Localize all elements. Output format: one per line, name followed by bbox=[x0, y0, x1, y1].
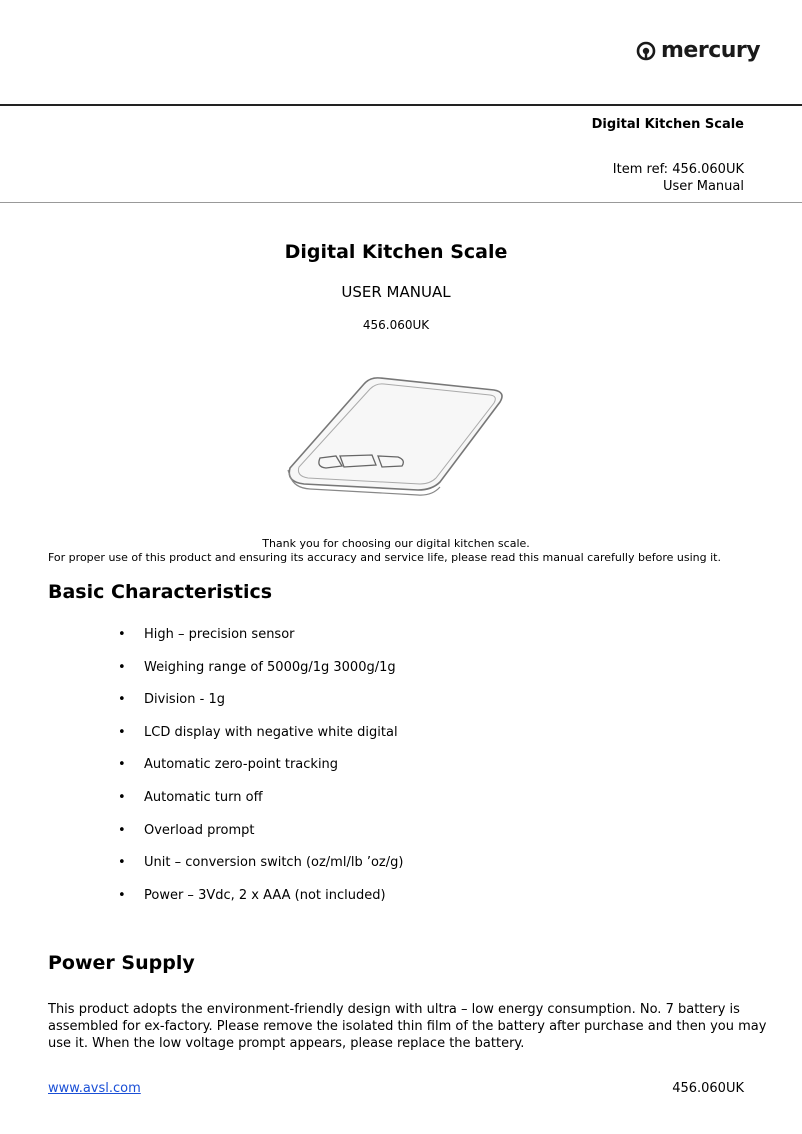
page-subtitle: USER MANUAL bbox=[341, 283, 451, 301]
brand-logo bbox=[636, 38, 760, 63]
thank-you-text: Thank you for choosing our digital kitchen scale. bbox=[262, 537, 530, 550]
mercury-logo-icon bbox=[636, 41, 656, 61]
list-item: • Weighing range of 5000g/1g 3000g/1g bbox=[118, 659, 403, 692]
list-item: • Automatic turn off bbox=[118, 789, 403, 822]
characteristics-list bbox=[118, 626, 403, 919]
model-number: 456.060UK bbox=[362, 318, 430, 332]
list-item: • Unit – conversion switch (oz/ml/lb ’oz/g) bbox=[118, 854, 403, 887]
header-bottom-divider bbox=[0, 202, 802, 203]
header-doc-title: Digital Kitchen Scale bbox=[591, 117, 744, 132]
list-item: • Automatic zero-point tracking bbox=[118, 756, 403, 789]
website-link[interactable]: www.avsl.com bbox=[48, 1081, 141, 1096]
power-supply-text: This product adopts the environment-friendly design with ultra – low energy consumption. No. 7 battery is assembled for ex-factory. Please remove the isolated thin film of the battery after purchase and then you may use it. When the low voltage prompt appears, please replace the battery. bbox=[48, 1002, 767, 1051]
page-title: Digital Kitchen Scale bbox=[284, 241, 508, 263]
header-divider bbox=[0, 104, 802, 106]
list-item: • High – precision sensor bbox=[118, 626, 403, 659]
basic-characteristics-heading: Basic Characteristics bbox=[48, 581, 273, 603]
list-item: • Power – 3Vdc, 2 x AAA (not included) bbox=[118, 887, 403, 920]
list-item: • Division - 1g bbox=[118, 691, 403, 724]
header-item-ref: Item ref: 456.060UK bbox=[612, 162, 744, 177]
header-ref-block bbox=[613, 161, 744, 195]
list-item: • LCD display with negative white digital bbox=[118, 724, 403, 757]
intro-text: For proper use of this product and ensuring its accuracy and service life, please read this manual carefully before using it. bbox=[48, 551, 721, 564]
logo-wordmark: mercury bbox=[661, 38, 761, 63]
kitchen-scale-illustration bbox=[280, 372, 516, 498]
header-doc-type: User Manual bbox=[662, 179, 744, 194]
footer-ref: 456.060UK bbox=[672, 1081, 744, 1096]
power-supply-heading: Power Supply bbox=[48, 952, 195, 974]
list-item: • Overload prompt bbox=[118, 822, 403, 855]
